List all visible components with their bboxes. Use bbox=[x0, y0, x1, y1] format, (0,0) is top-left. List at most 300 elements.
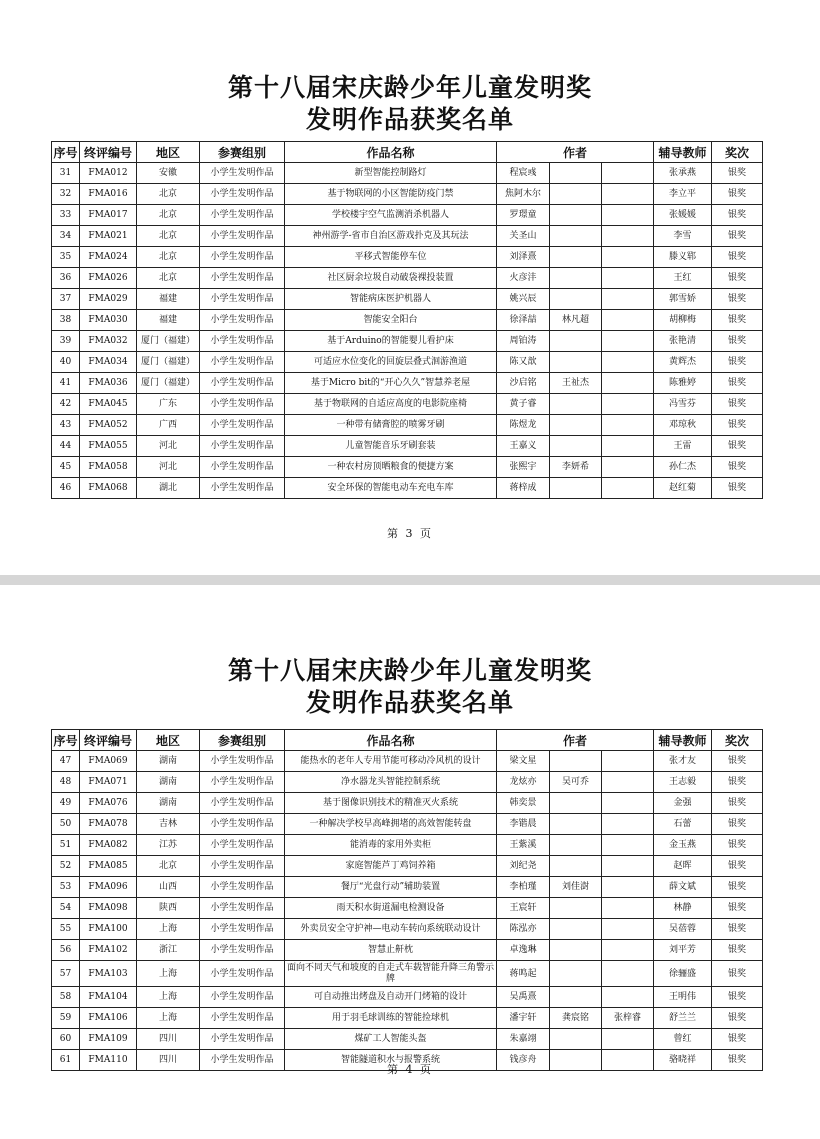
cell-author-3 bbox=[602, 289, 654, 310]
cell-no: 33 bbox=[52, 205, 80, 226]
cell-author-3 bbox=[602, 163, 654, 184]
cell-region: 湖南 bbox=[137, 793, 200, 814]
cell-author-2 bbox=[550, 898, 602, 919]
cell-author-1: 陈煜龙 bbox=[497, 415, 550, 436]
cell-teacher: 薛文斌 bbox=[654, 877, 712, 898]
cell-award: 银奖 bbox=[712, 415, 763, 436]
cell-author-3 bbox=[602, 877, 654, 898]
cell-author-3 bbox=[602, 247, 654, 268]
cell-author-2 bbox=[550, 919, 602, 940]
cell-author-1: 陈又歆 bbox=[497, 352, 550, 373]
cell-work: 基于Micro bit的“开心久久”智慧养老屋 bbox=[285, 373, 497, 394]
title-line-2: 发明作品获奖名单 bbox=[305, 105, 514, 134]
cell-award: 银奖 bbox=[712, 919, 763, 940]
cell-region: 上海 bbox=[137, 987, 200, 1008]
table-row bbox=[52, 268, 763, 289]
cell-author-3: 张梓睿 bbox=[602, 1008, 654, 1029]
cell-group: 小学生发明作品 bbox=[200, 856, 285, 877]
header-code: 终评编号 bbox=[80, 730, 137, 751]
header-teacher: 辅导教师 bbox=[654, 730, 712, 751]
cell-award: 银奖 bbox=[712, 226, 763, 247]
cell-award: 银奖 bbox=[712, 835, 763, 856]
cell-group: 小学生发明作品 bbox=[200, 394, 285, 415]
cell-author-2 bbox=[550, 247, 602, 268]
cell-code: FMA069 bbox=[80, 751, 137, 772]
cell-no: 54 bbox=[52, 898, 80, 919]
cell-award: 银奖 bbox=[712, 961, 763, 987]
cell-no: 53 bbox=[52, 877, 80, 898]
table-row bbox=[52, 373, 763, 394]
cell-no: 49 bbox=[52, 793, 80, 814]
cell-award: 银奖 bbox=[712, 457, 763, 478]
cell-author-3 bbox=[602, 835, 654, 856]
cell-work: 基于物联网的小区智能防疫门禁 bbox=[285, 184, 497, 205]
cell-code: FMA085 bbox=[80, 856, 137, 877]
cell-region: 湖南 bbox=[137, 751, 200, 772]
cell-author-3 bbox=[602, 814, 654, 835]
cell-group: 小学生发明作品 bbox=[200, 226, 285, 247]
cell-no: 50 bbox=[52, 814, 80, 835]
cell-teacher: 黄辉杰 bbox=[654, 352, 712, 373]
cell-code: FMA032 bbox=[80, 331, 137, 352]
cell-author-2 bbox=[550, 751, 602, 772]
cell-work: 一种解决学校早高峰拥堵的高效智能转盘 bbox=[285, 814, 497, 835]
cell-no: 58 bbox=[52, 987, 80, 1008]
cell-work: 可适应水位变化的回旋层叠式洄游渔道 bbox=[285, 352, 497, 373]
cell-region: 江苏 bbox=[137, 835, 200, 856]
cell-award: 银奖 bbox=[712, 1050, 763, 1071]
cell-award: 银奖 bbox=[712, 331, 763, 352]
cell-region: 广西 bbox=[137, 415, 200, 436]
cell-region: 上海 bbox=[137, 1008, 200, 1029]
cell-award: 银奖 bbox=[712, 877, 763, 898]
cell-group: 小学生发明作品 bbox=[200, 772, 285, 793]
table-row bbox=[52, 1008, 763, 1029]
cell-work: 智能隧道积水与报警系统 bbox=[285, 1050, 497, 1071]
cell-code: FMA026 bbox=[80, 268, 137, 289]
cell-author-2 bbox=[550, 814, 602, 835]
cell-no: 47 bbox=[52, 751, 80, 772]
cell-group: 小学生发明作品 bbox=[200, 1029, 285, 1050]
cell-award: 银奖 bbox=[712, 898, 763, 919]
cell-region: 四川 bbox=[137, 1050, 200, 1071]
table-body bbox=[52, 751, 763, 1071]
table-row bbox=[52, 961, 763, 987]
cell-teacher: 郭雪娇 bbox=[654, 289, 712, 310]
cell-region: 北京 bbox=[137, 226, 200, 247]
cell-author-2 bbox=[550, 835, 602, 856]
table-row bbox=[52, 394, 763, 415]
cell-group: 小学生发明作品 bbox=[200, 835, 285, 856]
cell-no: 61 bbox=[52, 1050, 80, 1071]
cell-award: 银奖 bbox=[712, 205, 763, 226]
cell-group: 小学生发明作品 bbox=[200, 352, 285, 373]
cell-author-1: 罗璟童 bbox=[497, 205, 550, 226]
cell-region: 河北 bbox=[137, 436, 200, 457]
cell-no: 41 bbox=[52, 373, 80, 394]
cell-teacher: 滕义郓 bbox=[654, 247, 712, 268]
cell-teacher: 李立平 bbox=[654, 184, 712, 205]
cell-author-1: 王嘉义 bbox=[497, 436, 550, 457]
cell-code: FMA103 bbox=[80, 961, 137, 987]
cell-work: 煤矿工人智能头盔 bbox=[285, 1029, 497, 1050]
cell-region: 安徽 bbox=[137, 163, 200, 184]
table-row bbox=[52, 415, 763, 436]
cell-award: 银奖 bbox=[712, 793, 763, 814]
cell-region: 北京 bbox=[137, 247, 200, 268]
table-row bbox=[52, 247, 763, 268]
cell-group: 小学生发明作品 bbox=[200, 1008, 285, 1029]
table-row bbox=[52, 184, 763, 205]
table-row bbox=[52, 919, 763, 940]
cell-award: 银奖 bbox=[712, 247, 763, 268]
cell-region: 厦门（福建） bbox=[137, 331, 200, 352]
cell-teacher: 骆晓祥 bbox=[654, 1050, 712, 1071]
cell-code: FMA104 bbox=[80, 987, 137, 1008]
cell-group: 小学生发明作品 bbox=[200, 1050, 285, 1071]
cell-code: FMA036 bbox=[80, 373, 137, 394]
cell-no: 37 bbox=[52, 289, 80, 310]
cell-teacher: 李雪 bbox=[654, 226, 712, 247]
cell-code: FMA071 bbox=[80, 772, 137, 793]
cell-group: 小学生发明作品 bbox=[200, 793, 285, 814]
cell-author-2 bbox=[550, 940, 602, 961]
cell-group: 小学生发明作品 bbox=[200, 163, 285, 184]
cell-group: 小学生发明作品 bbox=[200, 373, 285, 394]
cell-group: 小学生发明作品 bbox=[200, 205, 285, 226]
cell-no: 45 bbox=[52, 457, 80, 478]
cell-work: 能热水的老年人专用节能可移动冷风机的设计 bbox=[285, 751, 497, 772]
header-group: 参赛组别 bbox=[200, 142, 285, 163]
cell-award: 银奖 bbox=[712, 289, 763, 310]
cell-group: 小学生发明作品 bbox=[200, 310, 285, 331]
cell-author-2: 吴可乔 bbox=[550, 772, 602, 793]
cell-group: 小学生发明作品 bbox=[200, 877, 285, 898]
title-line-2: 发明作品获奖名单 bbox=[305, 688, 514, 717]
cell-teacher: 张媛媛 bbox=[654, 205, 712, 226]
cell-teacher: 冯雪芬 bbox=[654, 394, 712, 415]
cell-teacher: 刘平芳 bbox=[654, 940, 712, 961]
cell-code: FMA045 bbox=[80, 394, 137, 415]
cell-author-2: 林凡超 bbox=[550, 310, 602, 331]
cell-work: 家庭智能芦丁鸡饲养箱 bbox=[285, 856, 497, 877]
cell-teacher: 王雷 bbox=[654, 436, 712, 457]
cell-teacher: 张才友 bbox=[654, 751, 712, 772]
cell-no: 59 bbox=[52, 1008, 80, 1029]
cell-region: 北京 bbox=[137, 268, 200, 289]
cell-code: FMA100 bbox=[80, 919, 137, 940]
cell-author-1: 姚兴辰 bbox=[497, 289, 550, 310]
cell-group: 小学生发明作品 bbox=[200, 987, 285, 1008]
cell-award: 银奖 bbox=[712, 1029, 763, 1050]
header-region: 地区 bbox=[137, 142, 200, 163]
table-row bbox=[52, 457, 763, 478]
cell-author-2 bbox=[550, 205, 602, 226]
cell-author-2 bbox=[550, 331, 602, 352]
cell-work: 平移式智能停车位 bbox=[285, 247, 497, 268]
cell-code: FMA109 bbox=[80, 1029, 137, 1050]
cell-author-1: 徐泽喆 bbox=[497, 310, 550, 331]
cell-group: 小学生发明作品 bbox=[200, 919, 285, 940]
table-row bbox=[52, 289, 763, 310]
cell-award: 银奖 bbox=[712, 310, 763, 331]
cell-award: 银奖 bbox=[712, 772, 763, 793]
title-line-1: 第十八届宋庆龄少年儿童发明奖 bbox=[227, 656, 592, 685]
cell-region: 北京 bbox=[137, 205, 200, 226]
header-work: 作品名称 bbox=[285, 730, 497, 751]
cell-author-1: 龙炫亦 bbox=[497, 772, 550, 793]
cell-author-3 bbox=[602, 940, 654, 961]
cell-region: 厦门（福建） bbox=[137, 373, 200, 394]
table-header-row bbox=[52, 730, 763, 751]
cell-no: 48 bbox=[52, 772, 80, 793]
header-teacher: 辅导教师 bbox=[654, 142, 712, 163]
cell-no: 57 bbox=[52, 961, 80, 987]
cell-author-2 bbox=[550, 415, 602, 436]
cell-group: 小学生发明作品 bbox=[200, 436, 285, 457]
cell-author-1: 张熙宇 bbox=[497, 457, 550, 478]
cell-author-3 bbox=[602, 268, 654, 289]
cell-region: 陕西 bbox=[137, 898, 200, 919]
cell-region: 北京 bbox=[137, 184, 200, 205]
table-row bbox=[52, 310, 763, 331]
cell-region: 山西 bbox=[137, 877, 200, 898]
cell-author-3 bbox=[602, 394, 654, 415]
cell-no: 39 bbox=[52, 331, 80, 352]
cell-no: 52 bbox=[52, 856, 80, 877]
cell-author-1: 韩奕景 bbox=[497, 793, 550, 814]
cell-group: 小学生发明作品 bbox=[200, 751, 285, 772]
cell-author-3 bbox=[602, 331, 654, 352]
cell-group: 小学生发明作品 bbox=[200, 898, 285, 919]
table-row bbox=[52, 436, 763, 457]
cell-author-3 bbox=[602, 310, 654, 331]
table-row bbox=[52, 331, 763, 352]
cell-work: 智能病床医护机器人 bbox=[285, 289, 497, 310]
cell-teacher: 赵晖 bbox=[654, 856, 712, 877]
cell-author-1: 程宸彧 bbox=[497, 163, 550, 184]
cell-author-2 bbox=[550, 226, 602, 247]
cell-work: 新型智能控制路灯 bbox=[285, 163, 497, 184]
cell-author-3 bbox=[602, 352, 654, 373]
cell-code: FMA058 bbox=[80, 457, 137, 478]
cell-code: FMA021 bbox=[80, 226, 137, 247]
cell-region: 广东 bbox=[137, 394, 200, 415]
cell-work: 社区厨余垃圾自动破袋裸投装置 bbox=[285, 268, 497, 289]
cell-teacher: 林静 bbox=[654, 898, 712, 919]
cell-author-3 bbox=[602, 415, 654, 436]
cell-work: 外卖员安全守护神—电动车转向系统联动设计 bbox=[285, 919, 497, 940]
cell-region: 厦门（福建） bbox=[137, 352, 200, 373]
page-number: 第 3 页 bbox=[387, 527, 433, 540]
cell-award: 银奖 bbox=[712, 373, 763, 394]
cell-teacher: 赵红菊 bbox=[654, 478, 712, 499]
cell-group: 小学生发明作品 bbox=[200, 268, 285, 289]
cell-author-1: 李锴晨 bbox=[497, 814, 550, 835]
cell-teacher: 张承燕 bbox=[654, 163, 712, 184]
cell-work: 能消毒的家用外卖柜 bbox=[285, 835, 497, 856]
cell-author-3 bbox=[602, 226, 654, 247]
cell-no: 40 bbox=[52, 352, 80, 373]
header-region: 地区 bbox=[137, 730, 200, 751]
cell-award: 银奖 bbox=[712, 814, 763, 835]
cell-work: 安全环保的智能电动车充电车库 bbox=[285, 478, 497, 499]
cell-code: FMA012 bbox=[80, 163, 137, 184]
cell-author-3 bbox=[602, 856, 654, 877]
cell-teacher: 邓琼秋 bbox=[654, 415, 712, 436]
cell-no: 31 bbox=[52, 163, 80, 184]
cell-teacher: 陈雅婷 bbox=[654, 373, 712, 394]
cell-region: 上海 bbox=[137, 961, 200, 987]
cell-teacher: 金强 bbox=[654, 793, 712, 814]
cell-no: 35 bbox=[52, 247, 80, 268]
cell-work: 基于Arduino的智能婴儿看护床 bbox=[285, 331, 497, 352]
cell-work: 可自动推出烤盘及自动开门烤箱的设计 bbox=[285, 987, 497, 1008]
cell-author-3 bbox=[602, 919, 654, 940]
cell-author-1: 沙启铭 bbox=[497, 373, 550, 394]
page-number: 第 4 页 bbox=[387, 1063, 433, 1076]
header-award: 奖次 bbox=[712, 730, 763, 751]
award-table bbox=[51, 141, 763, 499]
page-title bbox=[0, 0, 820, 136]
cell-teacher: 徐骊盛 bbox=[654, 961, 712, 987]
document-page-4 bbox=[0, 585, 820, 1139]
cell-region: 上海 bbox=[137, 919, 200, 940]
cell-author-2 bbox=[550, 184, 602, 205]
cell-author-1: 火彦沣 bbox=[497, 268, 550, 289]
cell-code: FMA098 bbox=[80, 898, 137, 919]
header-work: 作品名称 bbox=[285, 142, 497, 163]
table-row bbox=[52, 814, 763, 835]
cell-author-3 bbox=[602, 478, 654, 499]
cell-teacher: 孙仁杰 bbox=[654, 457, 712, 478]
cell-no: 43 bbox=[52, 415, 80, 436]
cell-work: 一种农村房顶晒粮食的便捷方案 bbox=[285, 457, 497, 478]
cell-group: 小学生发明作品 bbox=[200, 457, 285, 478]
cell-code: FMA110 bbox=[80, 1050, 137, 1071]
cell-award: 银奖 bbox=[712, 436, 763, 457]
cell-author-2 bbox=[550, 961, 602, 987]
cell-no: 34 bbox=[52, 226, 80, 247]
cell-author-2 bbox=[550, 289, 602, 310]
cell-region: 福建 bbox=[137, 289, 200, 310]
cell-group: 小学生发明作品 bbox=[200, 814, 285, 835]
cell-work: 餐厅“光盘行动”辅助装置 bbox=[285, 877, 497, 898]
cell-author-1: 王紫溪 bbox=[497, 835, 550, 856]
cell-no: 38 bbox=[52, 310, 80, 331]
cell-author-2 bbox=[550, 987, 602, 1008]
header-award: 奖次 bbox=[712, 142, 763, 163]
cell-award: 银奖 bbox=[712, 163, 763, 184]
cell-author-1: 刘泽熹 bbox=[497, 247, 550, 268]
cell-code: FMA106 bbox=[80, 1008, 137, 1029]
cell-author-1: 关圣山 bbox=[497, 226, 550, 247]
cell-author-1: 蒋梓成 bbox=[497, 478, 550, 499]
table-body bbox=[52, 163, 763, 499]
cell-author-2 bbox=[550, 268, 602, 289]
cell-author-3 bbox=[602, 898, 654, 919]
cell-code: FMA076 bbox=[80, 793, 137, 814]
table-row bbox=[52, 1029, 763, 1050]
table-row bbox=[52, 478, 763, 499]
cell-work: 智慧止鼾枕 bbox=[285, 940, 497, 961]
cell-no: 55 bbox=[52, 919, 80, 940]
cell-award: 银奖 bbox=[712, 268, 763, 289]
cell-work: 净水器龙头智能控制系统 bbox=[285, 772, 497, 793]
cell-author-1: 梁文星 bbox=[497, 751, 550, 772]
cell-region: 湖南 bbox=[137, 772, 200, 793]
cell-no: 60 bbox=[52, 1029, 80, 1050]
cell-code: FMA068 bbox=[80, 478, 137, 499]
cell-author-2 bbox=[550, 478, 602, 499]
table-row bbox=[52, 898, 763, 919]
cell-author-3 bbox=[602, 184, 654, 205]
cell-author-1: 李柏瑾 bbox=[497, 877, 550, 898]
cell-code: FMA055 bbox=[80, 436, 137, 457]
table-row bbox=[52, 226, 763, 247]
cell-author-2 bbox=[550, 163, 602, 184]
header-no: 序号 bbox=[52, 142, 80, 163]
header-code: 终评编号 bbox=[80, 142, 137, 163]
cell-author-2 bbox=[550, 352, 602, 373]
cell-work: 一种带有储膏腔的喷雾牙刷 bbox=[285, 415, 497, 436]
award-table bbox=[51, 729, 763, 1071]
cell-no: 51 bbox=[52, 835, 80, 856]
cell-award: 银奖 bbox=[712, 856, 763, 877]
cell-award: 银奖 bbox=[712, 352, 763, 373]
cell-award: 银奖 bbox=[712, 394, 763, 415]
cell-teacher: 张艳清 bbox=[654, 331, 712, 352]
cell-author-2: 王祉杰 bbox=[550, 373, 602, 394]
cell-author-2: 李妍希 bbox=[550, 457, 602, 478]
cell-code: FMA016 bbox=[80, 184, 137, 205]
cell-teacher: 金玉燕 bbox=[654, 835, 712, 856]
table-row bbox=[52, 751, 763, 772]
cell-author-1: 焦阿木尔 bbox=[497, 184, 550, 205]
cell-author-1: 卓逸琳 bbox=[497, 940, 550, 961]
cell-region: 四川 bbox=[137, 1029, 200, 1050]
cell-teacher: 王志毅 bbox=[654, 772, 712, 793]
cell-code: FMA082 bbox=[80, 835, 137, 856]
table-row bbox=[52, 940, 763, 961]
cell-group: 小学生发明作品 bbox=[200, 184, 285, 205]
cell-award: 银奖 bbox=[712, 940, 763, 961]
table-row bbox=[52, 163, 763, 184]
cell-work: 儿童智能音乐牙刷套装 bbox=[285, 436, 497, 457]
cell-author-3 bbox=[602, 987, 654, 1008]
cell-author-2 bbox=[550, 793, 602, 814]
cell-teacher: 王红 bbox=[654, 268, 712, 289]
cell-code: FMA034 bbox=[80, 352, 137, 373]
cell-author-2 bbox=[550, 856, 602, 877]
cell-work: 用于羽毛球训练的智能捡球机 bbox=[285, 1008, 497, 1029]
cell-author-3 bbox=[602, 961, 654, 987]
table-row bbox=[52, 987, 763, 1008]
cell-group: 小学生发明作品 bbox=[200, 289, 285, 310]
cell-author-3 bbox=[602, 457, 654, 478]
header-authors: 作者 bbox=[497, 730, 654, 751]
cell-teacher: 舒兰兰 bbox=[654, 1008, 712, 1029]
cell-author-1: 陈泓亦 bbox=[497, 919, 550, 940]
table-row bbox=[52, 772, 763, 793]
cell-author-3 bbox=[602, 436, 654, 457]
cell-region: 湖北 bbox=[137, 478, 200, 499]
cell-region: 河北 bbox=[137, 457, 200, 478]
table-row bbox=[52, 835, 763, 856]
cell-code: FMA096 bbox=[80, 877, 137, 898]
cell-author-3 bbox=[602, 205, 654, 226]
cell-code: FMA017 bbox=[80, 205, 137, 226]
